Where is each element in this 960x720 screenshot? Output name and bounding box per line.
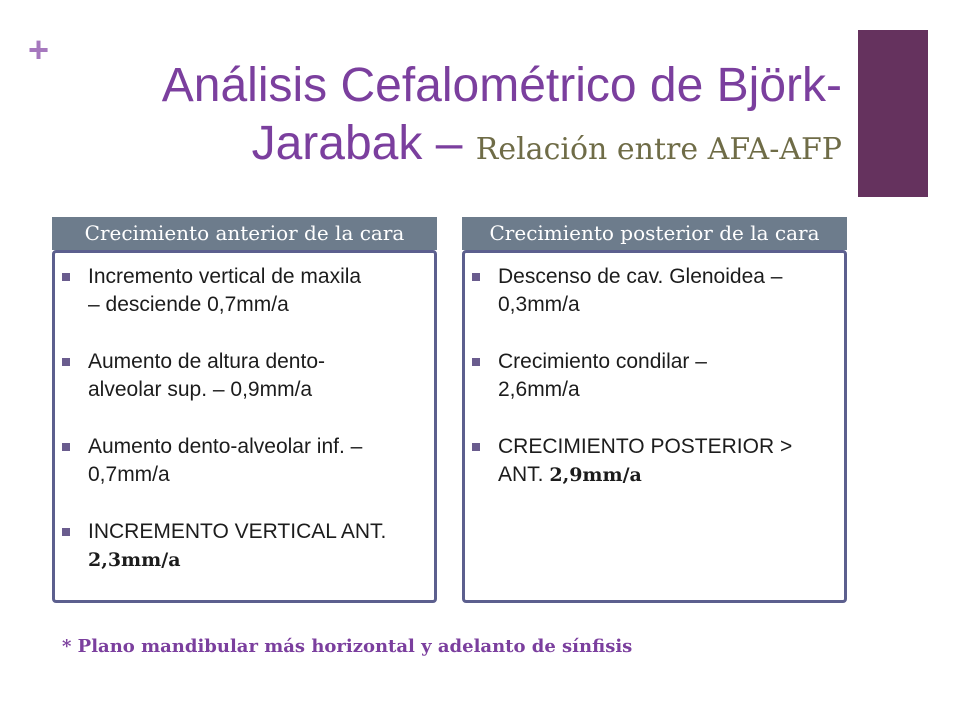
list-item: [88, 518, 428, 574]
plus-icon: +: [28, 29, 50, 70]
list-item: [498, 348, 838, 404]
item-text-line: Aumento de altura dento-: [88, 350, 325, 373]
square-bullet-icon: [62, 273, 70, 281]
square-bullet-icon: [472, 358, 480, 366]
title-line-1: Análisis Cefalométrico de Björk-: [161, 59, 842, 112]
list-item: [498, 263, 838, 319]
list-item: [88, 433, 428, 489]
rate-value: 2,9mm/a: [549, 464, 642, 486]
square-bullet-icon: [472, 443, 480, 451]
accent-bar: [858, 30, 928, 197]
list-item: [88, 348, 428, 404]
column-header-posterior: Crecimiento posterior de la cara: [462, 217, 847, 250]
item-text-line: Descenso de cav. Glenoidea –: [498, 265, 783, 288]
rate-value: 2,3mm/a: [88, 549, 181, 571]
item-text-line: INCREMENTO VERTICAL ANT.: [88, 520, 387, 543]
item-text-line: 0,7mm/a: [88, 463, 170, 486]
list-item: [88, 263, 428, 319]
item-text-line: 0,3mm/a: [498, 293, 580, 316]
square-bullet-icon: [62, 443, 70, 451]
item-text-line: [498, 461, 838, 489]
item-text-line: Incremento vertical de maxila: [88, 265, 362, 288]
item-text-line: Aumento dento-alveolar inf. –: [88, 435, 363, 458]
column-box-posterior: [462, 250, 847, 603]
square-bullet-icon: [472, 273, 480, 281]
column-box-anterior: [52, 250, 437, 603]
slide-title: [102, 57, 842, 179]
footnote: * Plano mandibular más horizontal y adelanto de sínfisis: [62, 636, 633, 657]
item-text-line: Crecimiento condilar –: [498, 350, 707, 373]
item-text-line: – desciende 0,7mm/a: [88, 293, 289, 316]
item-text-line: CRECIMIENTO POSTERIOR >: [498, 435, 793, 458]
slide-subtitle: Relación entre AFA-AFP: [475, 132, 842, 167]
item-text-line: [88, 546, 428, 574]
title-line-2-text: Jarabak –: [251, 117, 463, 170]
item-text-line: 2,6mm/a: [498, 378, 580, 401]
list-item: [498, 433, 838, 489]
item-text-part: ANT.: [498, 463, 544, 486]
item-text-line: alveolar sup. – 0,9mm/a: [88, 378, 313, 401]
square-bullet-icon: [62, 358, 70, 366]
square-bullet-icon: [62, 528, 70, 536]
column-header-anterior: Crecimiento anterior de la cara: [52, 217, 437, 250]
title-line-2: [102, 115, 842, 179]
